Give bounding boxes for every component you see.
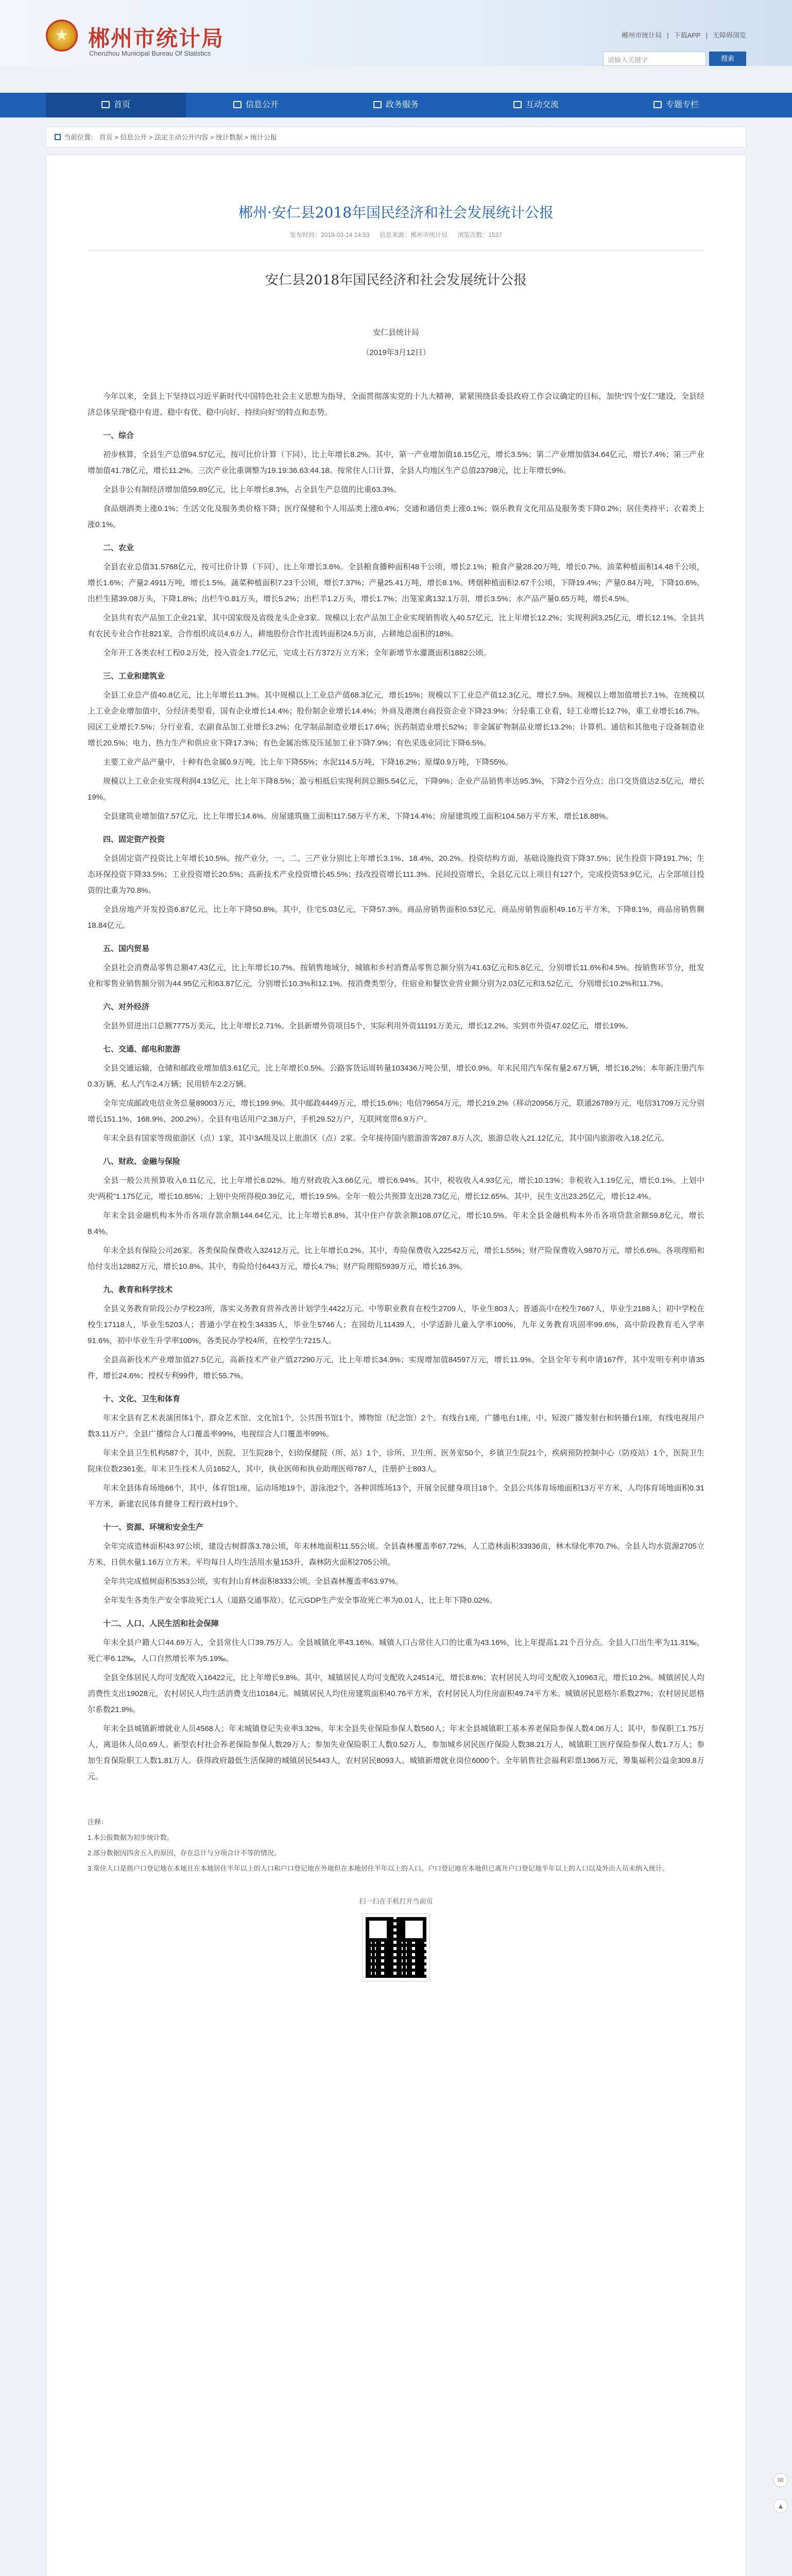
paragraph: 年末全县金融机构本外币各项存款余额144.64亿元，比上年增长8.8%，其中住户存款余额108.07亿元，增长10.5%。年末全县金融机构本外币各项贷款余额59.8亿元，增长8.4%。 (88, 1211, 704, 1236)
top-link[interactable]: 无障碍浏览 (712, 31, 746, 39)
search-input[interactable]: 请输入关键字 (603, 52, 706, 66)
section-heading: 五、国内贸易 (103, 944, 150, 953)
paragraph: 年末全县有艺术表演团体1个，群众艺术馆、文化馆1个，公共图书馆1个，博物馆（纪念馆）2个。有线台1座，广播电台1座，中、短波广播发射台和转播台1座，有线电视用户数3.11万户。全县广播综合人口覆盖率99%，电视综合人口覆盖率99%。 (88, 1414, 704, 1438)
nav-label: 专题专栏 (665, 100, 699, 109)
section-heading: 一、综合 (103, 431, 134, 440)
breadcrumb (46, 127, 746, 147)
paragraph: 食品烟酒类上涨0.1%；生活文化及服务类价格下降；医疗保健和个人用品类上涨0.4%；交通和通信类上涨0.1%；娱乐教育文化用品及服务类下降0.2%；居住类持平；衣着类上涨0.1%。 (88, 504, 704, 529)
home-icon (101, 101, 110, 108)
note-item: 3.常住人口是指户口登记地在本地且在本地居住半年以上的人口和户口登记地在外地但在本地居住半年以上的人口。户口登记地在本地但已离开户口登记地半年以上的人口以及外出人员未纳入统计。 (88, 1865, 669, 1872)
top-link[interactable]: 下载APP (674, 31, 701, 39)
doc-icon (233, 101, 242, 108)
paragraph: 全县共有农产品加工企业21家，其中国家级及省级龙头企业3家。规模以上农产品加工企业实现销售收入40.57亿元，比上年增长12.2%；实现利润3.25亿元，增长12.1%。全县共有农民专业合作社821家，合作组织成员4.6万人，耕地股份合作社流转面积24.5万亩，占耕地总面积的18%。 (88, 614, 704, 638)
paragraph: 全县固定资产投资比上年增长10.5%。按产业分，一、二、三产业分别比上年增长3.1%、18.4%、20.2%。投资结构方面，基础设施投资下降37.5%；民生投资下降191.7%；生态环保投资下降33.5%；工业投资增长20.5%；高新技术产业投资增长45.5%；技改投资增长111.3%。民间投资增长，全县亿元以上项目有127个，完成投资53.9亿元，占全部项目投资的比重为70.8%。 (88, 854, 704, 895)
back-to-top-icon[interactable]: ▲ (773, 2499, 788, 2513)
paragraph: 全县房地产开发投资6.87亿元，比上年下降50.8%。其中，住宅5.03亿元，下降57.3%。商品房销售面积0.53亿元，商品房销售面积49.16万平方米，下降8.1%，商品房销售额18.84亿元。 (88, 905, 704, 930)
top-link-separator: | (667, 31, 669, 39)
paragraph: 年末全县户籍人口44.69万人，全县常住人口39.75万人。全县城镇化率43.16%。城镇人口占常住人口的比重为43.16%，比上年提高1.21个百分点。全县人口出生率为11.31‰，死亡率6.12‰，人口自然增长率为5.19‰。 (88, 1638, 704, 1663)
nav-label: 信息公开 (245, 100, 279, 109)
nav-label: 首页 (113, 100, 130, 109)
paragraph: 年末全县有保险公司26家。各类保险保费收入32412万元，比上年增长0.2%。其中，寿险保费收入22542万元，增长1.55%；财产险保费收入9870万元，增长6.6%。各项理赔和给付支出12882万元，增长10.8%。其中，寿险给付6443万元，增长4.7%；财产险理赔5939万元，增长16.3%。 (88, 1246, 704, 1271)
paragraph: 全县工业总产值40.8亿元，比上年增长11.3%。其中规模以上工业总产值68.3亿元，增长15%；规模以下工业总产值12.3亿元，增长7.5%。规模以上增加值增长7.1%。在统模以上工业企业增加值中，分经济类型看，国有企业增长14.4%；股份制企业增长14.4%；外商及港澳台商投资企业下降23.9%；分轻重工业看，轻工业增长12.7%，重工业增长16.7%。园区工业增长7.5%；分行业看，农副食品加工业增长3.2%；化学制品制造业增长17.6%；医药制造业增长52%；非金属矿物制品业增长13.2%；计算机、通信和其他电子设备制造业增长20.5%；电力、热力生产和供应业下降17.3%；有色金属冶炼及压延加工业下降7.9%；有色采选业同比下降6.5%。 (88, 691, 704, 748)
section-heading: 三、工业和建筑业 (103, 672, 165, 681)
paragraph: 全县高新技术产业增加值27.5亿元，高新技术产业产值27290万元，比上年增长34.9%；实现增加值84597万元，增长11.9%。全县全年专利申请167件，其中发明专利申请35件，增长24.6%；授权专利99件，增长55.7%。 (88, 1355, 704, 1380)
service-icon (373, 101, 382, 108)
paragraph: 今年以来，全县上下坚持以习近平新时代中国特色社会主义思想为指导，全面贯彻落实党的十九大精神，紧紧围绕县委县政府工作会议确定的目标，加快“四个安仁”建设，全县经济总体呈现“稳中有进、稳中有优、稳中向好、持续向好”的特点和态势。 (88, 392, 704, 417)
section-heading: 四、固定资产投资 (103, 835, 165, 844)
section-heading: 二、农业 (103, 544, 134, 552)
document-title: 安仁县2018年国民经济和社会发展统计公报 (265, 273, 527, 288)
paragraph: 全县义务教育阶段公办学校23所，落实义务教育营养改善计划学生4422万元。中等职业教育在校生2709人，毕业生803人；普通高中在校生7667人，毕业生2188人；初中学校在校生17118人，毕业生5203人；普通小学在校生34335人，毕业生5746人；在园幼儿11439人，小学适龄儿童入学率100%，九年义务教育巩固率99.6%，高中阶段教育毛入学率91.6%，初中毕业生升学率100%，各类民办学校4所，在校学生7215人。 (88, 1304, 704, 1345)
info-source: 信息来源：郴州市统计局 (380, 231, 448, 239)
section-heading: 八、财政、金融与保险 (103, 1157, 181, 1166)
breadcrumb-text[interactable]: 当前位置： 首页 > 信息公开 > 法定主动公开内容 > 统计数据 > 统计公报 (64, 133, 277, 141)
paragraph: 全县外贸进出口总额7775万美元，比上年增长2.71%。全县新增外资项目5个，实际利用外资11191万美元，增长12.2%。实到市外资47.02亿元，增长19%。 (103, 1022, 633, 1030)
section-heading: 九、教育和科学技术 (103, 1285, 173, 1294)
paragraph: 全年完成造林面积43.97公顷，建设古树群落3.78公顷，年末林地面积11.55公顷。全县森林覆盖率67.72%，人工造林面积33936亩，林木绿化率70.7%。全县人均水资源2705立方米，日供水量1.16万立方米。平均每日人均生活用水量153升，森林防火面积2705公顷。 (88, 1542, 704, 1567)
paragraph: 全县一般公共预算收入6.11亿元，比上年增长8.02%。地方财政收入3.66亿元，增长6.94%。其中，税收收入4.93亿元，增长10.13%；非税收入1.19亿元，增长0.1%。上划中央“两税”1.175亿元，增长10.85%；上划中央所得税0.39亿元，增长19.5%。全年一般公共预算支出28.73亿元，增长12.65%。其中，民生支出23.25亿元，增长12.4%。 (88, 1176, 704, 1201)
paragraph: 全年完成邮政电信业务总量89003万元，增长199.9%。其中邮政4449万元，增长15.6%；电信79654万元，增长219.2%（移动20956万元，联通26789万元，电信31709万元分别增长151.1%、168.9%、200.2%）。全县有电话用户2.38万户，手机29.52万户，互联网宽带6.9万户。 (88, 1099, 704, 1124)
top-links (616, 30, 746, 40)
search-button[interactable]: 搜索 (709, 52, 746, 66)
nav-label: 互动交流 (525, 100, 559, 109)
article-meta (88, 230, 704, 239)
section-heading: 十、文化、卫生和体育 (103, 1395, 181, 1403)
nav-item-topics[interactable] (606, 93, 746, 117)
section-heading: 六、对外经济 (103, 1003, 150, 1011)
paragraph: 全年发生各类生产安全事故死亡1人（道路交通事故）。亿元GDP生产安全事故死亡率为0.01人，比上年下降0.02%。 (103, 1596, 497, 1605)
article-body (88, 388, 704, 1785)
nav-label: 政务服务 (385, 100, 419, 109)
paragraph: 全县交通运输，仓储和邮政业增加值3.61亿元，比上年增长0.5%。公路客货运周转量103436万吨公里，增长0.9%。年末民用汽车保有量2.67万辆，增长16.2%；本年新注册汽车0.3万辆，私人汽车2.4万辆；民用轿车2.2万辆。 (88, 1064, 704, 1089)
paragraph: 全县建筑业增加值7.57亿元，比上年增长14.6%。房屋建筑施工面积117.58万平方米，下降14.4%；房屋建筑竣工面积104.58万平方米，增长18.88%。 (103, 812, 613, 821)
paragraph: 年末全县卫生机构587个，其中，医院、卫生院28个，妇幼保健院（所、站）1个，诊所、卫生所、医务室50个，乡镇卫生院21个，疾病预防控制中心（防疫站）1个，医院卫生院床位数2361张。年末卫生技术人员1652人，其中，执业医师和执业助理医师787人，注册护士893人。 (88, 1449, 704, 1473)
publish-time: 发布时间：2019-03-14 14:53 (289, 231, 370, 239)
article-card (46, 155, 746, 2576)
qr-label: 扫一扫在手机打开当前页 (359, 1897, 433, 1905)
divider (88, 250, 704, 251)
paragraph: 规模以上工业企业实现利润4.13亿元，比上年下降8.5%；盈亏相抵后实现利润总额5.54亿元，下降9%；企业产品销售率达95.3%，下降2个百分点；出口交货值达2.5亿元，增长19%。 (88, 777, 704, 802)
nav-item-service[interactable] (326, 93, 466, 117)
document-org: 安仁县统计局 (372, 328, 419, 337)
paragraph: 年末全县有国家等级旅游区（点）1家，其中3A级及以上旅游区（点）2家。全年接待国内旅游游客287.8万人次，旅游总收入21.12亿元，其中国内旅游收入18.2亿元。 (103, 1134, 669, 1143)
site-subtitle: Chenzhou Municipal Bureau Of Statistics (89, 49, 211, 57)
top-link[interactable]: 郴州市统计局 (622, 31, 662, 39)
paragraph: 年末全县体育场地66个，其中，体育馆1座，运动场地19个，游泳池2个，各种训练场13个，开展全民健身项目18个。全县公共体育场地面积13万平方米，人均体育场地面积0.31平方米，新建农民体育健身工程行政村19个。 (88, 1484, 704, 1509)
document-date: （2019年3月12日） (361, 348, 431, 357)
topic-icon (653, 101, 662, 108)
top-link-separator: | (705, 31, 708, 39)
paragraph: 全县农业总值31.5768亿元，按可比价计算（下同），比上年增长3.6%。全县粮食播种面积48千公顷，增长2.1%；粮食产量28.20万吨，增长0.7%。油菜种植面积14.48千公顷，增长1.6%；产量2.4911万吨，增长1.5%。蔬菜种植面积7.23千公顷，增长7.37%；产量25.41万吨，增长8.1%。烤烟种植面积2.67千公顷，下降19.4%；产量0.84万吨，下降10.6%。出栏生猪39.08万头，下降1.8%；出栏牛0.81万头，增长5.2%；出栏羊1.2万头，增长1.7%；出笼家禽132.1万羽，增长3.5%；水产品产量0.65万吨，增长4.5%。 (88, 563, 704, 603)
nav-item-info[interactable] (186, 93, 326, 117)
qr-code-icon (363, 1914, 429, 1981)
notes (88, 1816, 704, 1875)
location-icon (55, 134, 61, 140)
paragraph: 全县全体居民人均可支配收入16422元，比上年增长9.8%。其中，城镇居民人均可支配收入24514元，增长8.6%；农村居民人均可支配收入10963元，增长10.2%。城镇居民人均消费性支出19028元，农村居民人均生活消费支出10184元。城镇居民人均住房建筑面积40.76平方米，农村居民人均住房面积49.74平方米。城镇居民恩格尔系数27%；农村居民恩格尔系数21.9%。 (88, 1673, 704, 1714)
chat-icon (513, 101, 522, 108)
paragraph: 全年开工各类农村工程0.2万处，投入资金1.77亿元，完成土石方372万立方米；全年新增节水灌溉面积1882公顷。 (103, 649, 491, 657)
section-heading: 十二、人口、人民生活和社会保障 (103, 1619, 219, 1628)
main-nav (0, 93, 792, 117)
section-heading: 七、交通、邮电和旅游 (103, 1045, 181, 1054)
national-emblem-icon (46, 20, 78, 52)
view-count: 浏览次数：1537 (457, 231, 503, 239)
notes-heading: 注释： (88, 1818, 108, 1826)
section-heading: 十一、资源、环境和安全生产 (103, 1523, 204, 1532)
nav-item-home[interactable] (46, 93, 186, 117)
site-header (0, 0, 792, 66)
paragraph: 全县社会消费品零售总额47.43亿元，比上年增长10.7%。按销售地域分，城镇和乡村消费品零售总额分别为41.63亿元和5.8亿元，分别增长11.6%和4.5%。按销售环节分，批发业和零售业销售额分别为44.95亿元和63.87亿元，分别增长10.3%和12.1%。按消费类型分，住宿业和餐饮业营业额分别为2.03亿元和3.52亿元，分别增长10.2%和11.7%。 (88, 963, 704, 988)
article-title: 郴州·安仁县2018年国民经济和社会发展统计公报 (238, 204, 554, 221)
wechat-float-icon[interactable]: ✉ (773, 2473, 788, 2487)
site-title[interactable]: 郴州市统计局 (88, 26, 225, 51)
nav-item-interaction[interactable] (466, 93, 606, 117)
paragraph: 主要工业产品产量中，十种有色金属0.9万吨，比上年下降55%；水泥114.5万吨，下降16.2%；原煤0.9万吨，下降55%。 (103, 758, 513, 767)
paragraph: 全年共完成植树面积5353公顷，实有封山育林面积8333公顷。全县森林覆盖率63.97%。 (103, 1577, 403, 1586)
paragraph: 初步核算，全县生产总值94.57亿元，按可比价计算（下同），比上年增长8.2%。其中，第一产业增加值18.15亿元，增长3.5%；第二产业增加值34.64亿元，增长7.4%；第三产业增加值41.78亿元，增长11.2%。三次产业比重调整为19.19:36.63:44.18。按常住人口计算，全县人均地区生产总值23798元，比上年增长9%。 (88, 450, 704, 475)
paragraph: 年末全县城镇新增就业人员4568人；年末城镇登记失业率3.32%。年末全县失业保险参保人数560人；年末全县城镇职工基本养老保险参保人数4.06万人；其中，参保职工1.75万人，离退休人员0.69人。新型农村社会养老保险参保人数29万人；参加失业保险职工人数0.52万人，参加城乡居民医疗保险人数38.21万人，城镇职工医疗保险参保人数1.7万人；参加生育保险职工人数1.81万人。获得政府最低生活保障的城镇居民5443人，农村居民8093人。城镇新增就业岗位6000个。全年销售社会福利彩票1366万元，筹集福利公益金309.8万元。 (88, 1724, 704, 1781)
note-item: 2.部分数据因四舍五入的原因，存在总计与分项合计不等的情况。 (88, 1849, 281, 1857)
paragraph: 全县非公有制经济增加值59.89亿元，比上年增长8.3%，占全县生产总值的比重63.3%。 (103, 485, 402, 494)
note-item: 1.本公报数据为初步统计数。 (88, 1834, 174, 1841)
